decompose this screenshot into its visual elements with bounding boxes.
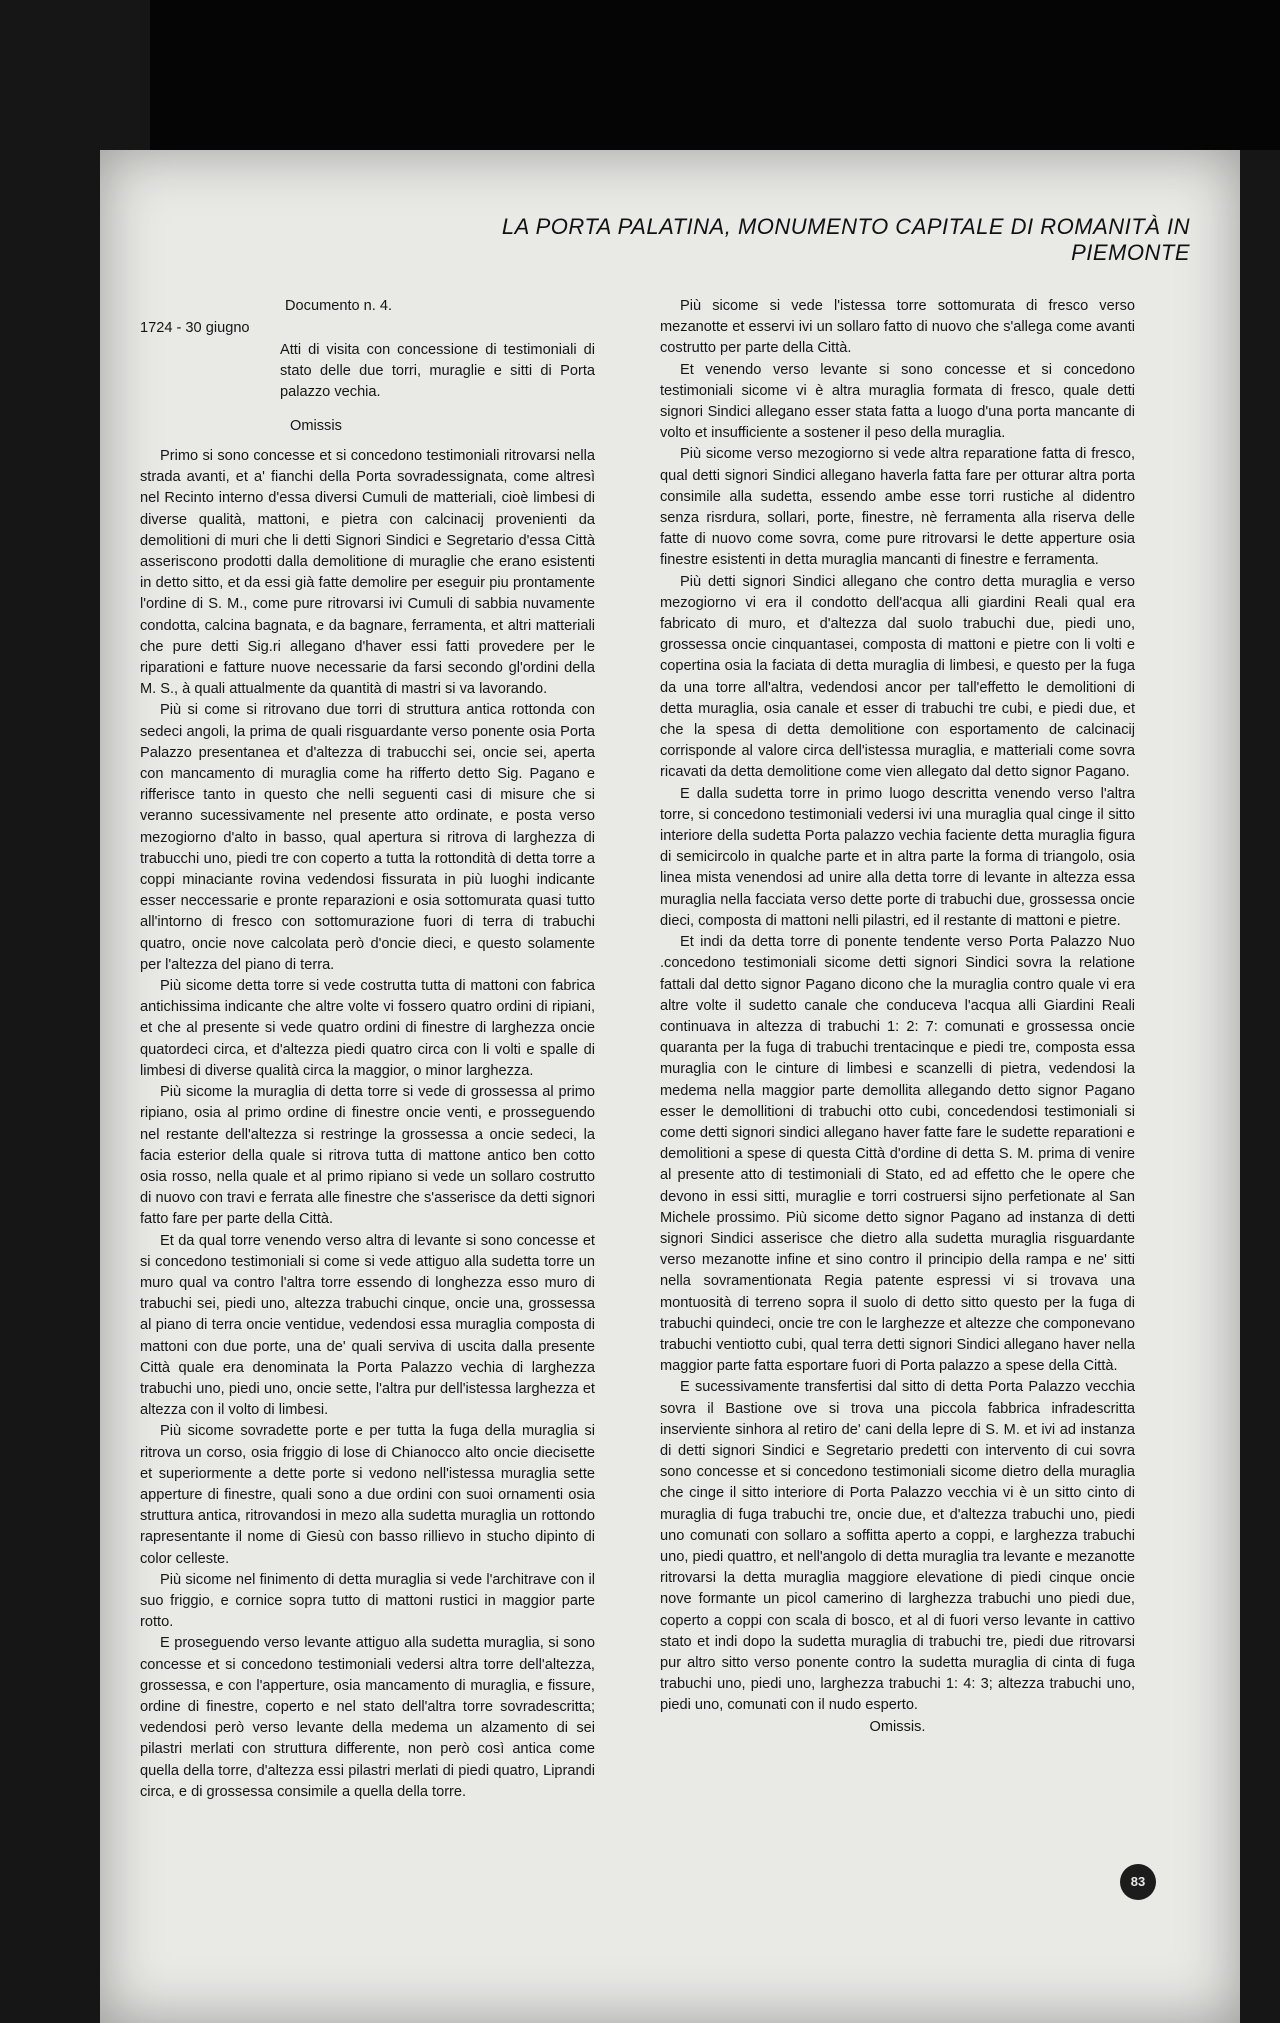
paragraph: Più sicome si vede l'istessa torre sottomurata di fresco verso mezanotte et esservi ivi un sollaro fatto di nuovo che s'allega come avanti costrutto per parte della Città.	[660, 298, 1135, 357]
paragraph: Primo si sono concesse et si concedono testimoniali ritrovarsi nella strada avanti, et a' fianchi della Porta sovradessignata, come altresì nel Recinto interno d'essa diversi Cumuli de matteriali, cioè limbesi di diverse qualità, mattoni, e pietra con calcinacij provenienti da demolitioni di muri che li detti Signori Sindici e Segretario d'essa Città asseriscono prodotti dalla demolitione di muraglie che erano esistenti in detto sitto, et da essi già fatte demolire per eseguir piu prontamente l'ordine di S. M., come pure ritrovarsi ivi Cumuli di sabbia nuvamente condotta, calcina bagnata, e da bagnare, ferramenta, et altri matteriali che pure detti Sig.ri allegano d'haver essi fatti provedere per le riparationi e fatture nuove necessarie da farsi secondo gl'ordini della M. S., à quali attualmente da quantità di mastri si va lavorando.	[140, 448, 595, 698]
document-description: Atti di visita con concessione di testimoniali di stato delle due torri, muraglie e sitti di Porta palazzo vechia.	[280, 342, 595, 400]
left-column	[140, 296, 595, 1803]
scan-dark-band	[150, 0, 1280, 150]
paragraph: E dalla sudetta torre in primo luogo descritta venendo verso l'altra torre, si concedono testimoniali vedersi ivi una muraglia qual cinge il sitto interiore della sudetta Porta palazzo vechia faciente detta muraglia figura di semicircolo in qualche parte et in altra parte la forma di triangolo, osia linea mista venendosi ad unire alla detta torre di levante in altezza essa muraglia nella facciata verso dette porte di trabuchi due, grossessa oncie dieci, composta di mattoni nelli pilastri, ed il restante di mattoni e pietre.	[660, 785, 1135, 929]
paragraph: Più sicome la muraglia di detta torre si vede di grossessa al primo ripiano, osia al primo ordine di finestre oncie venti, e prosseguendo nel restante dell'altezza si restringe la grossessa a oncie sedeci, la facia esterior della quale si ritrova tutta di mattone antico ben cotto osia rosso, nella quale et al primo ripiano si vede un sollaro costrutto di nuovo con travi e ferrata alle finestre che s'asserisce da detti signori fatto fare per parte della Città.	[140, 1084, 595, 1228]
paragraph: Et indi da detta torre di ponente tendente verso Porta Palazzo Nuo .concedono testimoniali sicome detti signori Sindici sovra la relatione fattali dal detto signor Pagano dicono che la muraglia contro quale vi era altre volte il sudetto canale che conduceva l'acqua alli Giardini Reali continuava in altezza di trabuchi 1: 2: 7: comunati e grossessa oncie quaranta per la fuga di trabuchi trentacinque e piedi tre, composta essa muraglia con le cinture di limbesi e scanzelli di pietra, vedendosi la medema nella maggior parte demollita allegando detto signor Pagano esser le demollitioni di trabuchi otto cubi, concedendosi testimoniali si come detti signori sindici allegano haver fatte fare le sudette reparationi e demolitioni a spese di questa Città d'ordine di detta S. M. prima di venire al presente atto di testimoniali di Stato, ed ad effetto che le opere che devono in essi sitti, muraglie e torri costruersi sijno perfetionate al San Michele prossimo. Più sicome detto signor Pagano ad instanza di detti signori Sindici asserisce che dietro alla sudetta muraglia risguardante verso mezanotte infine et sino contro il principio della rampa e ne' sitti nella sovramentionata Regia patente espressi vi si trovava una montuosità di terreno sopra il suolo di detto sitto questo per la fuga di trabuchi quindeci, oncie tre con le larghezze et altezze che componevano trabuchi ventiotto cubi, qual terra detti signori Sindici allegano haver nella maggior parte fatta esportare fuori di Porta palazzo a spese della Città.	[660, 934, 1135, 1375]
paragraph: Più si come si ritrovano due torri di struttura antica rottonda con sedeci angoli, la prima de quali risguardante verso ponente osia Porta Palazzo presentanea et d'altezza di trabucchi sei, oncie sei, aperta con mancamento di muraglia come ha rifferto detto Sig. Pagano e rifferisce tanto in questo che nelli seguenti casi di misure che si veranno sucessivamente nel presente atto ordinate, e posta verso mezogiorno d'alto in basso, qual apertura si ritrova di larghezza di trabucchi uno, piedi tre con coperto a tutta la rottondità di detta torre a coppi minaciante rovina vedendosi fissurata in più luoghi indicante esser neccessarie e pronte reparazioni e osia sottomurata quasi tutto all'intorno di fresco con sottomurazione fuori di terra di trabuchi quatro, oncie nove calcolata però d'oncie dieci, e questo solamente per l'altezza del piano di terra.	[140, 702, 595, 973]
omissis-top: Omissis	[290, 418, 342, 434]
paragraph: Più sicome sovradette porte e per tutta la fuga della muraglia si ritrova un corso, osia friggio di lose di Chianocco alto oncie diecisette et superiormente a dette porte si vedono nell'istessa muraglia sette apperture di finestre, quali sono a due ordini con suoi ornamenti osia struttura antica, ritrovandosi in mezo alla sudetta muraglia un rottondo rapresentante il nome di Giesù con basso rillievo in stucho dipinto di color celleste.	[140, 1423, 595, 1567]
paragraph: Et venendo verso levante si sono concesse et si concedono testimoniali sicome vi è altra muraglia formata di fresco, quale detti signori Sindici allegano esser stata fatta a luogo d'una porta mancante di volto et insufficiente a sostener il peso della muraglia.	[660, 361, 1135, 442]
paragraph: Più sicome verso mezogiorno si vede altra reparatione fatta di fresco, qual detti signori Sindici allegano haverla fatta fare per otturar altra porta consimile alla sudetta, essendo ambe esse torri rustiche al didentro senza risrdura, sollari, porte, finestre, nè ferramenta alla riserva delle fatte di nuovo come sovra, come pure ritrovarsi le dette apperture osia finestre esistenti in detta muraglia mancanti di finestre e ferramenta.	[660, 446, 1135, 569]
paragraph: Più sicome nel finimento di detta muraglia si vede l'architrave con il suo friggio, e cornice sopra tutto di mattoni rustici in maggior parte rotto.	[140, 1571, 595, 1631]
omissis-end: Omissis.	[869, 1718, 926, 1735]
paragraph: E sucessivamente transfertisi dal sitto di detta Porta Palazzo vecchia sovra il Bastione ove si trova una piccola fabbrica infradescritta inserviente sinhora al retiro de' cani della lepre di S. M. et ivi ad instanza di detti signori Sindici e Segretario predetti con intervento di cui sovra sono concesse et si concedono testimoniali sicome dietro della muraglia che cinge il sitto interiore di Porta Palazzo vecchia vi è un sitto cinto di muraglia di fuga trabuchi tre, oncie due, et d'altezza trabuchi uno, piedi uno comunati con sollaro a soffitta aperto a coppi, e larghezza trabuchi uno, piedi quattro, et nell'angolo di detta muraglia tra levante e mezanotte ritrovarsi la detta muraglia maggiore elevatione di piedi cinque oncie nove formante un picol camerino di larghezza trabuchi uno piedi due, coperto a coppi con scala di bosco, et al di fuori verso levante in cattivo stato et indi dopo la sudetta muraglia di trabuchi tre, piedi due ritrovarsi pur altro sitto verso ponente contro la sudetta muraglia di cinta di fuga trabuchi uno, piedi uno, larghezza trabuchi 1: 4: 3; altezza trabuchi uno, piedi uno, comunati con il nudo esperto.	[660, 1379, 1135, 1714]
page-number: 83	[1120, 1864, 1156, 1900]
document-heading	[140, 296, 595, 446]
paragraph: E proseguendo verso levante attiguo alla sudetta muraglia, si sono concesse et si concedono testimoniali vedersi altra torre dell'altezza, grossessa, e con l'apperture, osia mancamento di muraglia, e fissure, ordine di finestre, coperto e nel stato dell'altra torre sovradescritta; vedendosi però verso levante della medema un alzamento di sei pilastri merlati con struttura differente, non però così antica come quella della torre, d'altezza essi pilastri merlati di piedi quatro, Liprandi circa, e di grossessa consimile a quella della torre.	[140, 1635, 595, 1800]
right-column	[660, 296, 1135, 1738]
paragraph: Et da qual torre venendo verso altra di levante si sono concesse et si concedono testimoniali si come si vede attiguo alla sudetta torre un muro qual va contro l'altra torre essendo di longhezza esso muro di trabuchi sei, piedi uno, altezza trabuchi cinque, oncie una, grossessa al piano di terra oncie ventidue, vedendosi essa muraglia composta di mattoni con due porte, una de' quali serviva di uscita dalla presente Città quale era denominata la Porta Palazzo vechia di larghezza trabuchi uno, piedi uno, oncie sette, l'altra pur dell'istessa larghezza et altezza con il volto di limbesi.	[140, 1232, 595, 1419]
running-header: LA PORTA PALATINA, MONUMENTO CAPITALE DI ROMANITÀ IN PIEMONTE	[501, 214, 1190, 265]
paragraph: Più detti signori Sindici allegano che contro detta muraglia e verso mezogiorno vi era il condotto dell'acqua alli giardini Reali qual era fabricato di muro, et d'altezza dal suolo trabuchi due, piedi uno, grossessa oncie cinquantasei, composta di mattoni e pietre con li volti e copertina osia la faciata di detta muraglia di limbesi, e questo per la fuga da una torre all'altra, vedendosi ancor per tall'effetto le demolitioni di detta muraglia, osia canale et esser di trabuchi tre cubi, e piedi due, et che la spesa di detta demolitione con esportamento de calcinacij corrisponde al valore circa dell'istessa muraglia, e matteriali come sovra ricavati da detta demolitione come vien allegato dal detto signor Pagano.	[660, 573, 1135, 781]
document-number: Documento n. 4.	[285, 298, 393, 314]
paragraph: Più sicome detta torre si vede costrutta tutta di mattoni con fabrica antichissima indicante che altre volte vi fossero quatro ordini di ripiani, et che al presente si vede quatro ordini di finestre di larghezza oncie quatordeci circa, et d'altezza piedi quatro circa con li volti e spalle di limbesi di diverse qualità circa la maggior, o minor larghezza.	[140, 978, 595, 1079]
document-date: 1724 - 30 giugno	[140, 320, 250, 336]
